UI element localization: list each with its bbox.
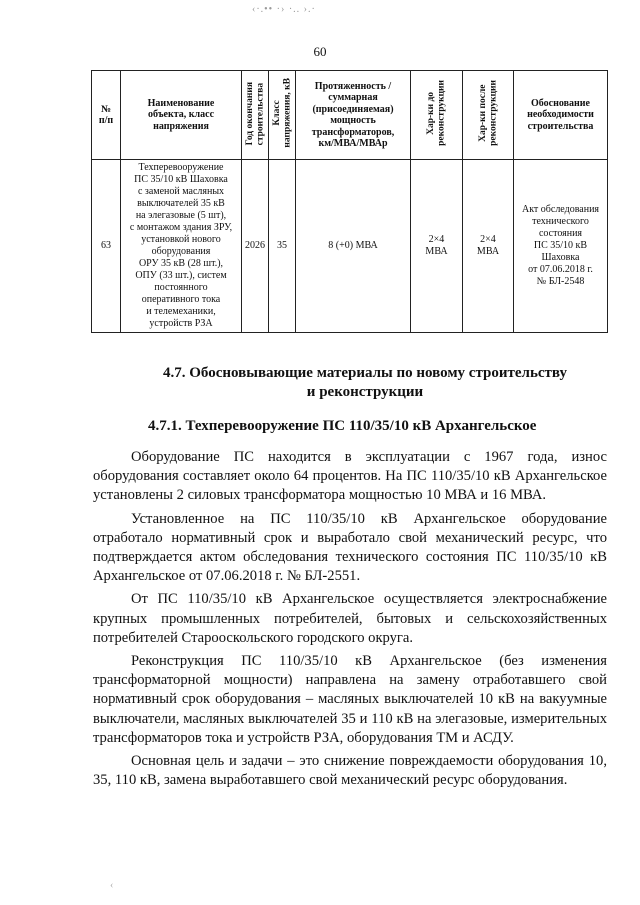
header-year: Год окончания строительства <box>242 71 269 160</box>
section-title: 4.7. Обосновывающие материалы по новому строительству и реконструкции <box>162 365 567 400</box>
paragraph: Установленное на ПС 110/35/10 кВ Архангельское оборудование отработало нормативный срок и выработало свой механический ресурс, что подтверждается актом обследования технического состояния ПС 110/35/10 кВ Архангельское от 07.06.2018 г. № БЛ-2551. <box>93 510 607 585</box>
header-length: Протяженность / суммарная (присоединяемая) мощность трансформаторов, км/МВА/МВАр <box>296 71 411 160</box>
cell-year: 2026 <box>242 160 269 333</box>
table-row <box>92 160 608 333</box>
header-name: Наименование объекта, класс напряжения <box>121 71 242 160</box>
scan-marks: ‹·.•• ·› ·.. ›.· <box>252 4 316 15</box>
cell-name: Техперевооружение ПС 35/10 кВ Шаховка с заменой масляных выключателей 35 кВ на элегазовые (5 шт), с монтажом здания ЗРУ, установкой нового оборудования ОРУ 35 кВ (28 шт.), ОПУ (33 шт.), систем постоянного оперативного тока и телемеханики, устройств РЗА <box>121 160 242 333</box>
header-before: Хар-ки до реконструкции <box>411 71 463 160</box>
cell-length: 8 (+0) МВА <box>296 160 411 333</box>
cell-num: 63 <box>92 160 121 333</box>
paragraph: Реконструкция ПС 110/35/10 кВ Архангельское (без изменения трансформаторной мощности) направлена на замену отработавшего свой нормативный срок оборудования – масляных выключателей 10 кВ на вакуумные выключатели, масляных выключателей 35 и 110 кВ на элегазовые, измерительных трансформаторов тока и устройств РЗА, оборудования ТМ и АСДУ. <box>93 653 607 746</box>
page-number: 60 <box>313 44 327 59</box>
table-header-row <box>92 71 608 160</box>
header-num: № п/п <box>92 71 121 160</box>
subsection-title: 4.7.1. Техперевооружение ПС 110/35/10 кВ Архангельское <box>148 418 537 434</box>
cell-reason: Акт обследования технического состояния ПС 35/10 кВ Шаховка от 07.06.2018 г. № БЛ-2548 <box>514 160 608 333</box>
header-after: Хар-ки после реконструкции <box>463 71 514 160</box>
page-end-mark: ‹ <box>110 880 114 891</box>
cell-before: 2×4 МВА <box>411 160 463 333</box>
cell-voltage: 35 <box>269 160 296 333</box>
header-reason: Обоснование необходимости строительства <box>514 71 608 160</box>
paragraph: Основная цель и задачи – это снижение повреждаемости оборудования 10, 35, 110 кВ, замена выработавшего свой механический ресурс оборудования. <box>93 753 607 789</box>
paragraph: От ПС 110/35/10 кВ Архангельское осуществляется электроснабжение крупных промышленных потребителей, бытовых и сельскохозяйственных потребителей Старооскольского городского округа. <box>93 591 607 646</box>
header-voltage: Класс напряжения, кВ <box>269 71 296 160</box>
project-table <box>91 70 608 333</box>
body-text <box>93 448 607 794</box>
paragraph: Оборудование ПС находится в эксплуатации с 1967 года, износ оборудования составляет около 64 процентов. На ПС 110/35/10 кВ Архангельское установлены 2 силовых трансформатора мощностью 10 МВА и 16 МВА. <box>93 449 607 504</box>
cell-after: 2×4 МВА <box>463 160 514 333</box>
